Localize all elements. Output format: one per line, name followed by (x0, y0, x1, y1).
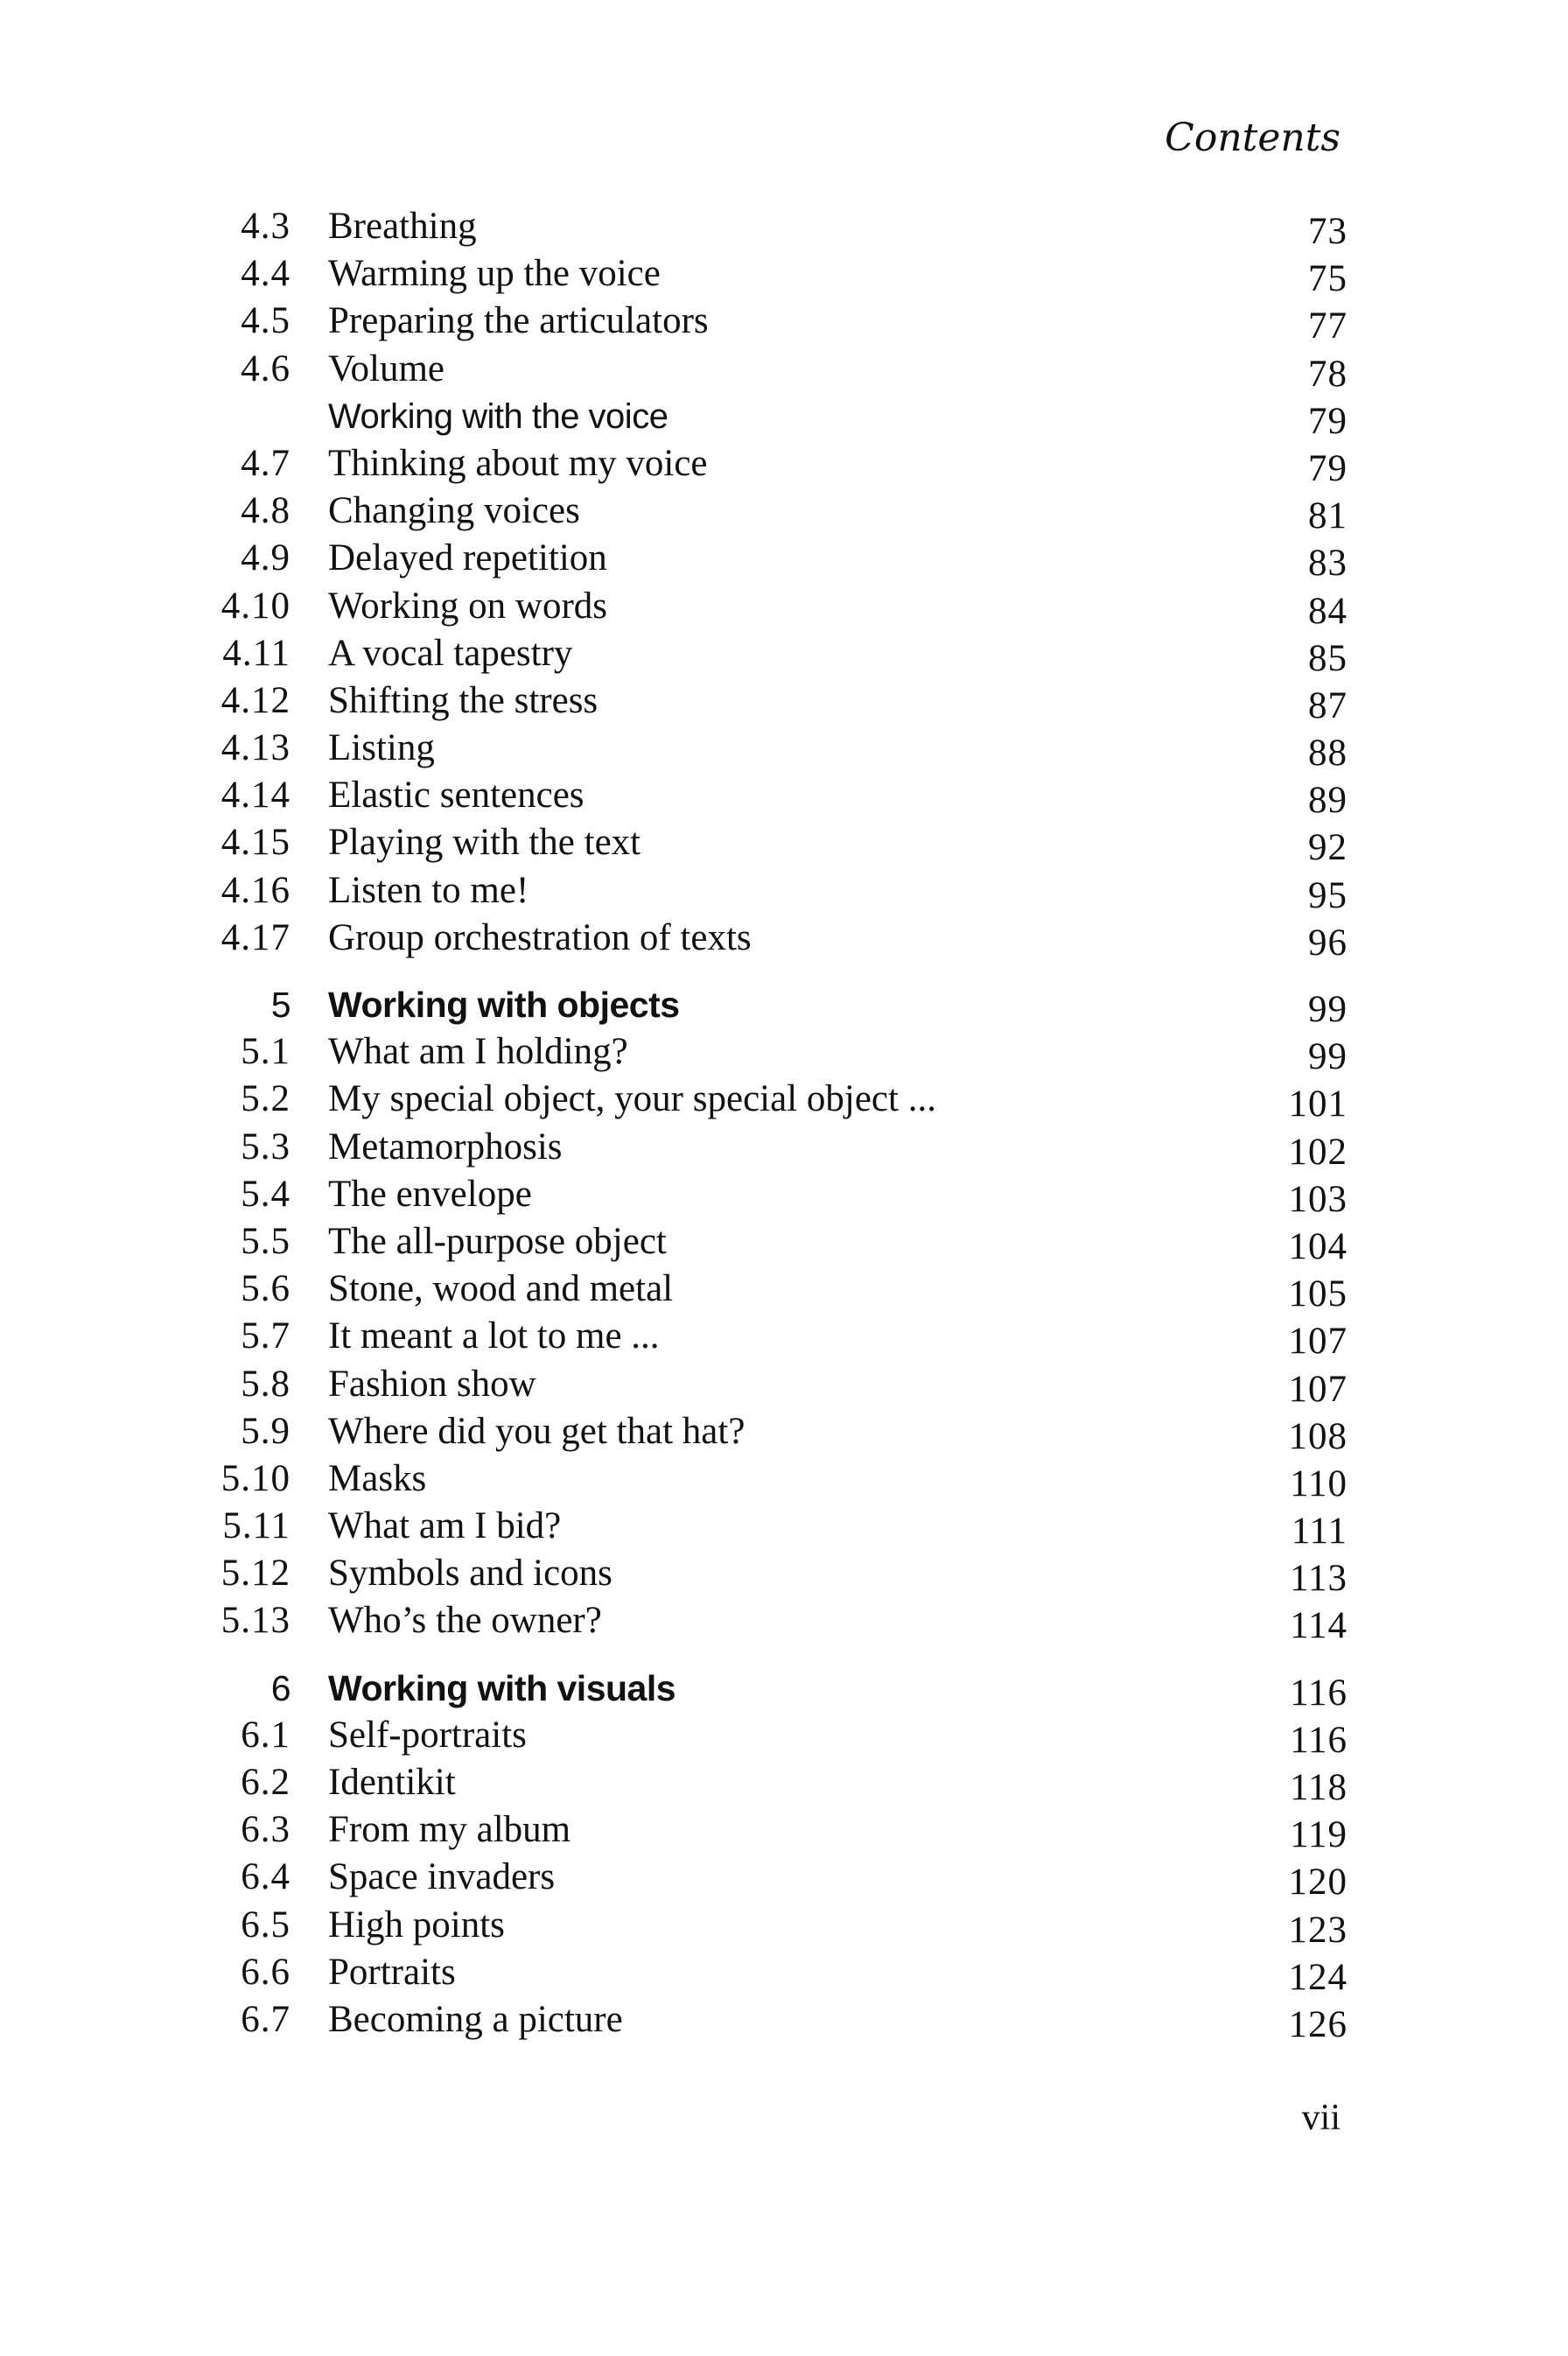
toc-entry-title: Becoming a picture (328, 1998, 623, 2040)
toc-entry-page: 99 (1308, 989, 1348, 1030)
toc-entry-title: Group orchestration of texts (328, 916, 752, 958)
toc-entry-page: 116 (1290, 1719, 1348, 1761)
toc-entry-number: 4.11 (222, 632, 290, 674)
toc-entry-page: 124 (1288, 1956, 1348, 1998)
toc-entry-number: 5.4 (241, 1173, 290, 1215)
toc-entry-page: 113 (1290, 1558, 1348, 1600)
toc-entry-number: 4.4 (241, 253, 290, 295)
toc-entry-title: Delayed repetition (328, 537, 607, 579)
toc-entry (210, 1266, 1348, 1313)
toc-entry-number: 5.10 (220, 1457, 290, 1499)
toc-entry-title: Shifting the stress (328, 679, 598, 721)
toc-entry-title: The all-purpose object (328, 1220, 667, 1262)
table-of-contents (210, 203, 1348, 2044)
toc-entry-title: From my album (328, 1809, 571, 1851)
toc-entry-title: Warming up the voice (328, 253, 661, 295)
toc-entry (210, 1996, 1348, 2044)
toc-entry-title: Working on words (328, 585, 608, 627)
toc-entry-page: 107 (1288, 1368, 1348, 1410)
toc-entry-page: 103 (1288, 1178, 1348, 1220)
toc-entry-page: 104 (1288, 1225, 1348, 1267)
toc-entry-number: 5.13 (220, 1600, 290, 1642)
toc-entry (210, 1361, 1348, 1408)
toc-entry-title: Preparing the articulators (328, 300, 709, 342)
toc-entry (210, 1503, 1348, 1553)
toc-entry-number: 6.7 (241, 1998, 290, 2040)
toc-entry-page: 83 (1308, 543, 1348, 585)
toc-entry-title: Volume (328, 347, 444, 389)
toc-entry-number: 4.15 (220, 822, 290, 864)
toc-entry-title: Space invaders (328, 1856, 556, 1898)
toc-entry-page: 107 (1288, 1321, 1348, 1363)
toc-entry-title: The envelope (328, 1173, 532, 1215)
toc-entry (210, 1949, 1348, 1996)
toc-entry-page: 110 (1290, 1462, 1348, 1504)
toc-entry-page: 88 (1308, 733, 1348, 775)
toc-entry-number: 4.10 (220, 585, 290, 627)
toc-entry-page: 75 (1308, 258, 1348, 300)
toc-entry (210, 1218, 1348, 1266)
toc-entry-number: 4.12 (220, 679, 290, 721)
toc-entry (210, 487, 1348, 535)
toc-entry-number: 5.6 (241, 1268, 290, 1310)
toc-entry-number: 6.5 (241, 1904, 290, 1946)
toc-entry (210, 1313, 1348, 1363)
toc-entry-title: Working with objects (328, 985, 680, 1025)
toc-entry-number: 5.11 (222, 1505, 290, 1547)
toc-entry-title: Working with visuals (328, 1667, 676, 1708)
toc-entry (210, 725, 1348, 775)
toc-entry-number: 5.8 (241, 1363, 290, 1405)
toc-entry (210, 1028, 1348, 1076)
toc-entry-title: Fashion show (328, 1363, 536, 1405)
toc-entry-title: Where did you get that hat? (328, 1410, 746, 1452)
toc-entry-title: Changing voices (328, 490, 580, 532)
toc-entry-title: Breathing (328, 206, 477, 247)
toc-entry-title: Thinking about my voice (328, 442, 708, 484)
toc-entry-page: 126 (1288, 2003, 1348, 2045)
toc-entry-number: 5.12 (220, 1553, 290, 1595)
toc-entry-title: Stone, wood and metal (328, 1268, 674, 1310)
toc-entry (210, 1902, 1348, 1949)
toc-entry-page: 105 (1288, 1273, 1348, 1315)
toc-entry-page: 120 (1288, 1862, 1348, 1904)
toc-entry (210, 772, 1348, 822)
toc-entry-title: Playing with the text (328, 822, 641, 864)
toc-entry-page: 77 (1308, 305, 1348, 347)
toc-entry-number: 4.13 (220, 727, 290, 769)
toc-entry-page: 84 (1308, 590, 1348, 632)
toc-entry (210, 346, 1348, 393)
toc-entry (210, 1124, 1348, 1171)
toc-entry-number: 5.5 (241, 1220, 290, 1262)
toc-entry-page: 81 (1308, 495, 1348, 537)
toc-entry (210, 1597, 1348, 1647)
toc-entry-number: 4.14 (220, 775, 290, 817)
toc-entry-title: Masks (328, 1457, 427, 1499)
toc-entry-page: 79 (1308, 400, 1348, 442)
toc-entry (210, 1455, 1348, 1503)
toc-entry-page: 95 (1308, 874, 1348, 916)
toc-entry-title: Working with the voice (328, 396, 668, 436)
toc-entry (210, 583, 1348, 630)
toc-entry (210, 1076, 1348, 1123)
toc-entry (210, 1712, 1348, 1759)
toc-entry-number: 6.4 (241, 1856, 290, 1898)
toc-entry-number: 6.6 (241, 1951, 290, 1993)
toc-entry (210, 1806, 1348, 1854)
toc-section-heading (210, 393, 1348, 440)
toc-entry (210, 867, 1348, 915)
toc-entry-page: 92 (1308, 827, 1348, 869)
toc-entry-page: 96 (1308, 922, 1348, 964)
toc-entry-page: 108 (1288, 1415, 1348, 1457)
toc-entry-title: Symbols and icons (328, 1553, 612, 1595)
toc-entry-page: 99 (1308, 1036, 1348, 1078)
toc-entry-page: 78 (1308, 353, 1348, 395)
toc-entry-title: Elastic sentences (328, 775, 584, 817)
toc-entry (210, 298, 1348, 345)
toc-entry (210, 535, 1348, 585)
toc-entry-title: Metamorphosis (328, 1125, 563, 1167)
toc-entry-title: A vocal tapestry (328, 632, 573, 674)
page-number: vii (1301, 2098, 1340, 2138)
toc-entry-number: 4.3 (241, 206, 290, 247)
toc-entry-number: 5.7 (241, 1315, 290, 1357)
toc-entry-page: 73 (1308, 211, 1348, 252)
toc-entry-page: 87 (1308, 684, 1348, 726)
toc-entry (210, 250, 1348, 298)
toc-entry-page: 119 (1290, 1814, 1348, 1856)
toc-entry-page: 116 (1290, 1672, 1348, 1714)
toc-entry-number: 5.3 (241, 1125, 290, 1167)
toc-entry-page: 85 (1308, 637, 1348, 679)
toc-entry-number: 5 (270, 985, 290, 1025)
toc-entry-number: 4.8 (241, 490, 290, 532)
toc-entry-title: Who’s the owner? (328, 1600, 602, 1642)
toc-entry-page: 118 (1290, 1767, 1348, 1808)
toc-entry-number: 6.1 (241, 1714, 290, 1756)
toc-entry (210, 1759, 1348, 1806)
toc-entry-title: Listing (328, 727, 435, 769)
toc-entry (210, 1408, 1348, 1455)
toc-entry (210, 440, 1348, 487)
toc-entry (210, 630, 1348, 677)
toc-entry-number: 4.17 (220, 916, 290, 958)
toc-entry-number: 4.9 (241, 537, 290, 579)
toc-entry-title: Listen to me! (328, 869, 529, 911)
toc-entry-page: 123 (1288, 1909, 1348, 1951)
toc-entry-number: 6.3 (241, 1809, 290, 1851)
toc-entry-number: 5.9 (241, 1410, 290, 1452)
toc-entry-title: Portraits (328, 1951, 456, 1993)
toc-entry-title: Self-portraits (328, 1714, 527, 1756)
toc-entry (210, 1550, 1348, 1600)
toc-entry-title: My special object, your special object ... (328, 1078, 936, 1120)
toc-entry-page: 79 (1308, 447, 1348, 489)
toc-entry-number: 4.6 (241, 347, 290, 389)
toc-entry (210, 915, 1348, 962)
toc-entry-number: 6 (270, 1667, 290, 1708)
toc-entry-title: What am I holding? (328, 1031, 628, 1073)
toc-entry (210, 677, 1348, 725)
running-head: Contents (1165, 116, 1340, 160)
toc-entry-title: Identikit (328, 1762, 456, 1803)
toc-entry (210, 1854, 1348, 1904)
toc-entry-title: What am I bid? (328, 1505, 562, 1547)
toc-entry-page: 101 (1288, 1083, 1348, 1125)
toc-entry-number: 4.7 (241, 442, 290, 484)
toc-entry (210, 1171, 1348, 1218)
toc-entry-number: 4.16 (220, 869, 290, 911)
toc-entry-title: It meant a lot to me ... (328, 1315, 660, 1357)
toc-entry-number: 6.2 (241, 1762, 290, 1803)
toc-entry-page: 89 (1308, 780, 1348, 822)
toc-entry-page: 102 (1288, 1131, 1348, 1173)
toc-entry-title: High points (328, 1904, 505, 1946)
toc-entry (210, 819, 1348, 869)
toc-entry-page: 114 (1290, 1605, 1348, 1647)
toc-entry-number: 5.1 (241, 1031, 290, 1073)
toc-chapter-heading (210, 981, 1348, 1028)
toc-chapter-heading (210, 1665, 1348, 1712)
toc-entry (210, 203, 1348, 250)
toc-entry-number: 5.2 (241, 1078, 290, 1120)
toc-entry-number: 4.5 (241, 300, 290, 342)
toc-entry-page: 111 (1291, 1511, 1348, 1553)
